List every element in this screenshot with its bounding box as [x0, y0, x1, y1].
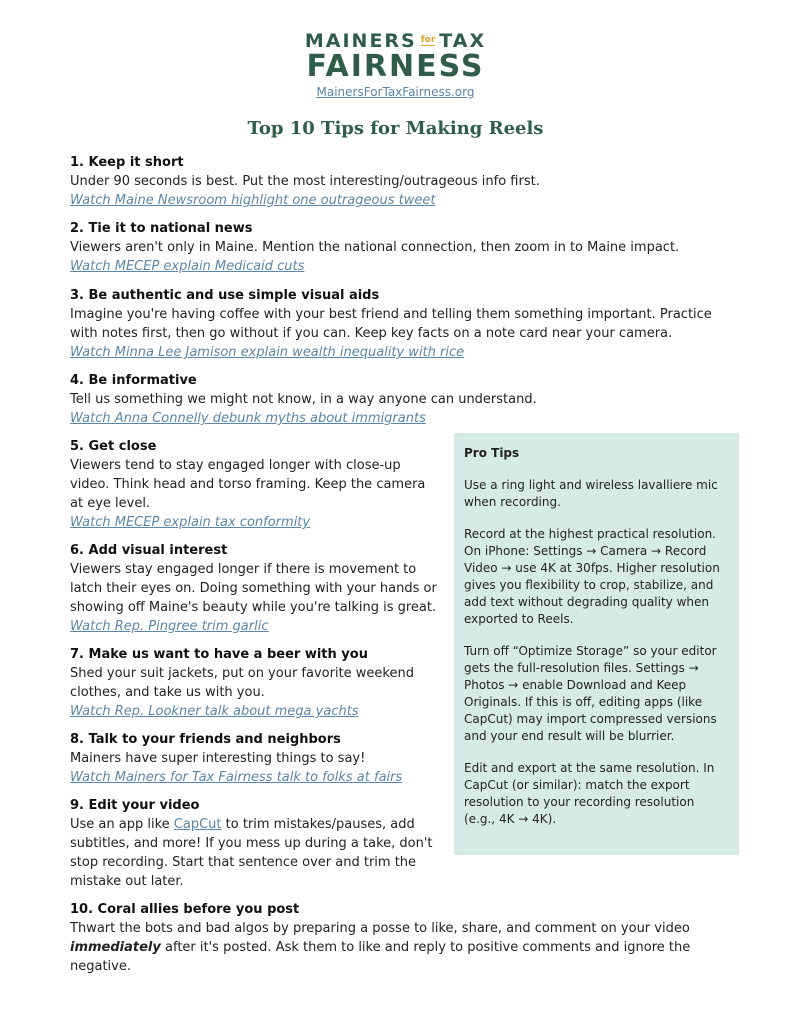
pro-tips-box — [454, 433, 739, 855]
tip-heading: 8. Talk to your friends and neighbors — [70, 732, 341, 747]
tip-8 — [70, 730, 442, 787]
tip-body: Imagine you're having coffee with your best friend and telling them something important. Practice with notes first, then go without if you can. Keep key facts on a note card near your camera. — [70, 307, 712, 341]
tip-link[interactable]: Watch Rep. Pingree trim garlic — [70, 619, 269, 634]
tip-body: Mainers have super interesting things to say! — [70, 751, 366, 766]
tip-2 — [70, 219, 730, 276]
tip-10 — [70, 900, 730, 976]
tip-link[interactable]: Watch Maine Newsroom highlight one outrageous tweet — [70, 193, 436, 208]
tip-link[interactable]: Watch MECEP explain tax conformity — [70, 515, 311, 530]
tip-link[interactable]: Watch Rep. Lookner talk about mega yachts — [70, 704, 359, 719]
tip-heading: 3. Be authentic and use simple visual aids — [70, 288, 380, 303]
tip-body — [70, 815, 442, 891]
logo — [0, 30, 791, 100]
tip-body: Viewers aren't only in Maine. Mention the national connection, then zoom in to Maine impact. — [70, 240, 680, 255]
tip-heading: 10. Coral allies before you post — [70, 902, 300, 917]
logo-fairness: FAIRNESS — [306, 49, 485, 84]
pro-tip-paragraph: Record at the highest practical resolution. On iPhone: Settings → Camera → Record Video → use 4K at 30fps. Higher resolution gives you flexibility to crop, stabilize, and add text without degrading quality when exported to Reels. — [464, 527, 720, 626]
tip-body-text: Thwart the bots and bad algos by preparing a posse to like, share, and comment on your video — [70, 921, 690, 936]
tip-7 — [70, 645, 442, 721]
logo-tax: TAX — [439, 30, 487, 52]
tip-body: Viewers tend to stay engaged longer with close-up video. Think head and torso framing. Keep the camera at eye level. — [70, 458, 426, 511]
tip-body: Shed your suit jackets, put on your favorite weekend clothes, and take us with you. — [70, 666, 414, 700]
pro-tips-title: Pro Tips — [464, 446, 520, 460]
tip-heading: 5. Get close — [70, 439, 157, 454]
tip-body-text: to trim mistakes/pauses, add subtitles, and more! If you mess up during a take, don't stop recording. Start that sentence over and trim the mistake out later. — [70, 817, 433, 889]
pro-tip-paragraph: Use a ring light and wireless lavalliere mic when recording. — [464, 478, 718, 509]
tip-heading: 2. Tie it to national news — [70, 221, 253, 236]
tip-body: Viewers stay engaged longer if there is movement to latch their eyes on. Doing something with your hands or showing off Maine's beauty while you're talking is great. — [70, 562, 437, 615]
tip-link[interactable]: Watch Minna Lee Jamison explain wealth inequality with rice — [70, 345, 465, 360]
capcut-link[interactable]: CapCut — [173, 817, 222, 832]
tip-6 — [70, 541, 442, 636]
tip-body — [70, 919, 730, 976]
tip-heading: 7. Make us want to have a beer with you — [70, 647, 368, 662]
tip-5 — [70, 437, 442, 532]
page-title: Top 10 Tips for Making Reels — [247, 118, 544, 139]
logo-mainers: MAINERS — [304, 30, 417, 52]
tip-body-text: Use an app like — [70, 817, 174, 832]
tip-link[interactable]: Watch MECEP explain Medicaid cuts — [70, 259, 305, 274]
tip-body: Under 90 seconds is best. Put the most interesting/outrageous info first. — [70, 174, 540, 189]
tip-heading: 4. Be informative — [70, 373, 197, 388]
tip-heading: 9. Edit your video — [70, 798, 200, 813]
tip-9 — [70, 796, 442, 891]
tip-1 — [70, 153, 730, 210]
tip-link[interactable]: Watch Anna Connelly debunk myths about immigrants — [70, 411, 426, 426]
tip-body: Tell us something we might not know, in a way anyone can understand. — [70, 392, 537, 407]
tip-link[interactable]: Watch Mainers for Tax Fairness talk to folks at fairs — [70, 770, 403, 785]
tip-body-text: after it's posted. Ask them to like and reply to positive comments and ignore the negative. — [70, 940, 691, 974]
logo-for: for — [420, 35, 436, 45]
pro-tip-paragraph: Edit and export at the same resolution. In CapCut (or similar): match the export resolution to your recording resolution (e.g., 4K → 4K). — [464, 761, 715, 826]
website-link[interactable]: MainersForTaxFairness.org — [316, 85, 475, 99]
tip-heading: 6. Add visual interest — [70, 543, 228, 558]
tip-3 — [70, 286, 730, 362]
pro-tip-paragraph: Turn off “Optimize Storage” so your editor gets the full-resolution files. Settings → Photos → enable Download and Keep Originals. If this is off, editing apps (like CapCut) may import compressed versions and your end result will be blurrier. — [464, 644, 717, 743]
tip-heading: 1. Keep it short — [70, 155, 184, 170]
emphasis-text: immediately — [70, 940, 161, 955]
tip-4 — [70, 371, 730, 428]
